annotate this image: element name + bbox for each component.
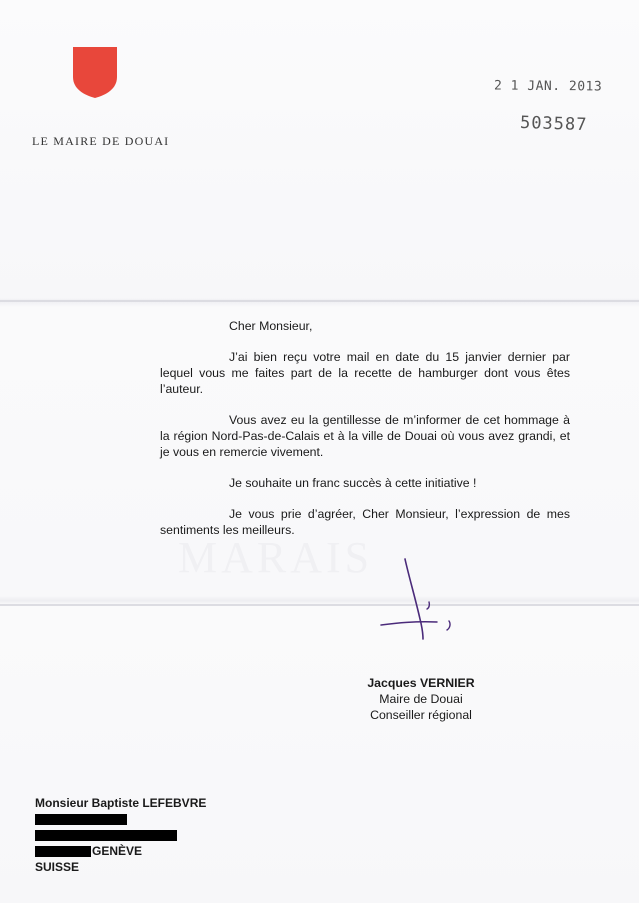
handwritten-signature <box>375 557 465 642</box>
fold-line <box>0 604 639 606</box>
signer-name: Jacques VERNIER <box>367 676 475 690</box>
fold-line <box>0 300 639 302</box>
paragraph: Je vous prie d’agréer, Cher Monsieur, l’expression de mes sentiments les meilleurs. <box>160 507 570 537</box>
sender-label: LE MAIRE DE DOUAI <box>32 134 170 148</box>
received-date-stamp: 2 1 JAN. 2013 <box>493 78 603 95</box>
address-line <box>35 843 206 859</box>
redaction-bar <box>35 814 127 825</box>
address-line <box>35 827 206 843</box>
paragraph: Je souhaite un franc succès à cette initiative ! <box>229 476 477 490</box>
address-line: Monsieur Baptiste LEFEBVRE <box>35 796 207 810</box>
coat-of-arms-shield-icon <box>72 47 118 98</box>
reference-number-stamp: 503587 <box>519 112 588 136</box>
letter-body <box>160 318 570 553</box>
signer-block <box>361 675 481 723</box>
redaction-bar <box>35 846 91 857</box>
recipient-address <box>35 795 206 875</box>
salutation: Cher Monsieur, <box>229 319 313 333</box>
address-line: SUISSE <box>35 860 80 874</box>
signer-title: Conseiller régional <box>370 708 472 722</box>
address-line <box>35 811 206 827</box>
paragraph: Vous avez eu la gentillesse de m’informer de cet hommage à la région Nord-Pas-de-Calais et à la ville de Douai où vous avez grandi, et je vous en remercie vivement. <box>160 413 570 459</box>
paper-watermark: MARAIS <box>178 533 374 582</box>
address-city: GENÈVE <box>92 844 143 858</box>
paragraph: J’ai bien reçu votre mail en date du 15 janvier dernier par lequel vous me faites part de la recette de hamburger dont vous êtes l’auteur. <box>160 350 570 396</box>
redaction-bar <box>35 830 177 841</box>
signer-title: Maire de Douai <box>379 692 463 706</box>
